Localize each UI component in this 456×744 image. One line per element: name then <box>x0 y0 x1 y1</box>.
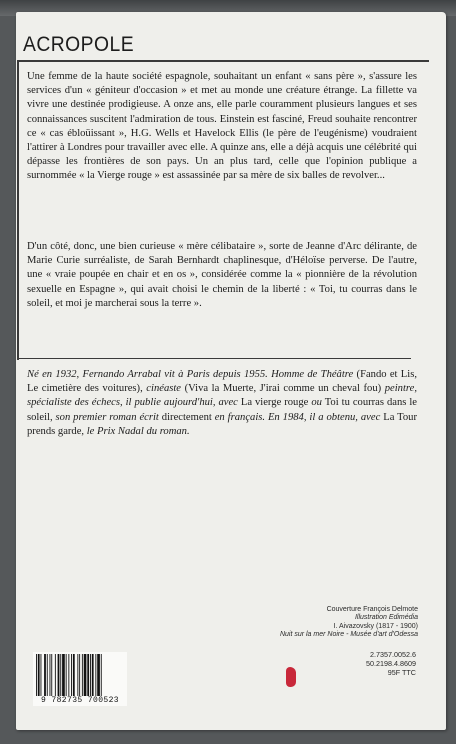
barcode-digits: 9 782735 700523 <box>40 696 119 705</box>
credit-line: Nuit sur la mer Noire - Musée d'art d'Odessa <box>279 631 418 639</box>
barcode-bar <box>47 654 48 696</box>
header-rule <box>17 60 429 62</box>
bio-text: le Prix Nadal du roman. <box>86 425 190 437</box>
barcode-bar <box>73 654 75 696</box>
bio-films: (Viva la Muerte, J'irai comme un cheval fou) <box>181 383 385 395</box>
barcode-bar <box>60 654 61 696</box>
author-bio <box>27 368 417 439</box>
credit-line: Couverture François Delmote <box>326 606 418 613</box>
barcode-bar <box>58 654 60 696</box>
barcode-bar <box>97 654 100 696</box>
barcode-bar <box>68 654 69 696</box>
barcode-bar <box>77 654 78 696</box>
bio-text: son premier roman écrit <box>55 411 159 423</box>
barcode-bar <box>62 654 65 696</box>
bio-title: Toi tu courras dans le soleil, <box>27 397 418 423</box>
barcode-bar <box>51 654 52 696</box>
credit-line: I. Aivazovsky (1817 - 1900) <box>333 622 418 630</box>
bio-text: en français. En 1984, il a obtenu, avec <box>214 411 381 423</box>
credit-line: Illustration Edimédia <box>354 614 418 622</box>
bio-title: La Tour prends garde, <box>27 411 417 437</box>
barcode-bar <box>44 654 46 696</box>
isbn-code: 2.7357.0052.6 <box>370 650 416 659</box>
barcode-bar <box>92 654 94 696</box>
barcode-bar <box>87 654 89 696</box>
barcode-bar <box>50 654 51 696</box>
section-divider <box>19 358 411 359</box>
series-logo: ACROPOLE <box>23 33 135 56</box>
bio-text: Né en 1932, Fernando Arrabal vit à Paris depuis 1955. Homme de Théâtre <box>27 369 354 380</box>
bio-text: ou <box>311 397 322 409</box>
barcode-bar <box>79 654 80 696</box>
barcode-bar <box>101 654 102 696</box>
bio-works: (Fando et Lis, Le cimetière des voitures), <box>27 369 417 395</box>
barcode-bar <box>71 654 72 696</box>
blurb-paragraph-2: D'un côté, donc, une bien curieuse « mère célibataire », sorte de Jeanne d'Arc délirante, de Marie Curie surréaliste, de Sarah Bernhardt chaplinesque, d'Héloïse perverse. De l'autre, une « vraie poupée en chair et en os », considérée comme la « pionnière de la révolution sexuelle en Espagne », qui avait choisi le chemin de la liberté : « Toi, tu courras dans le soleil, et moi je marcherai sous la terre ». <box>27 241 417 309</box>
barcode-bar <box>55 654 56 696</box>
frame-left-rule <box>17 60 19 360</box>
cover-credits <box>234 606 418 640</box>
barcode-bar <box>38 654 40 696</box>
bio-title: La vierge rouge <box>237 397 312 409</box>
barcode-bar <box>41 654 42 696</box>
barcode-bar <box>36 654 37 696</box>
barcode-bar <box>95 654 96 696</box>
barcode-bar <box>66 654 67 696</box>
barcode-bar <box>84 654 87 696</box>
price-label: 95F TTC <box>387 668 416 678</box>
barcode-bar <box>82 654 83 696</box>
barcode-bar <box>90 654 91 696</box>
bio-text: cinéaste <box>146 383 182 395</box>
bio-text: directement <box>158 411 215 423</box>
bio-text: peintre, spécialiste des échecs, il publie aujourd'hui, avec <box>27 383 417 409</box>
catalog-code: 50.2198.4.8609 <box>366 659 416 669</box>
barcode-bars <box>35 654 125 696</box>
barcode <box>33 652 127 706</box>
blurb-paragraph-1: Une femme de la haute société espagnole, souhaitant un enfant « sans père », s'assure les services d'un « géniteur d'occasion » et met au monde une créature étrange. La fillette va vivre une destinée prodigieuse. A onze ans, elle parle couramment plusieurs langues et ses connaissances suscitent l'admiration de tous. Einstein est fasciné, Freud souhaite rencontrer ce « cas ébloüissant », H.G. Wells et Havelock Ellis (le père de l'eugénisme) voudraient l'attirer à Londres pour travailler avec elle. A quinze ans, elle a déjà acquis une célébrité qui dépasse les frontières de son pays. Un an plus tard, celle que l'opinion publique a surnommée « la Vierge rouge » est assassinée par sa mère de six balles de revolver... <box>27 71 417 182</box>
red-sticker <box>286 667 296 687</box>
